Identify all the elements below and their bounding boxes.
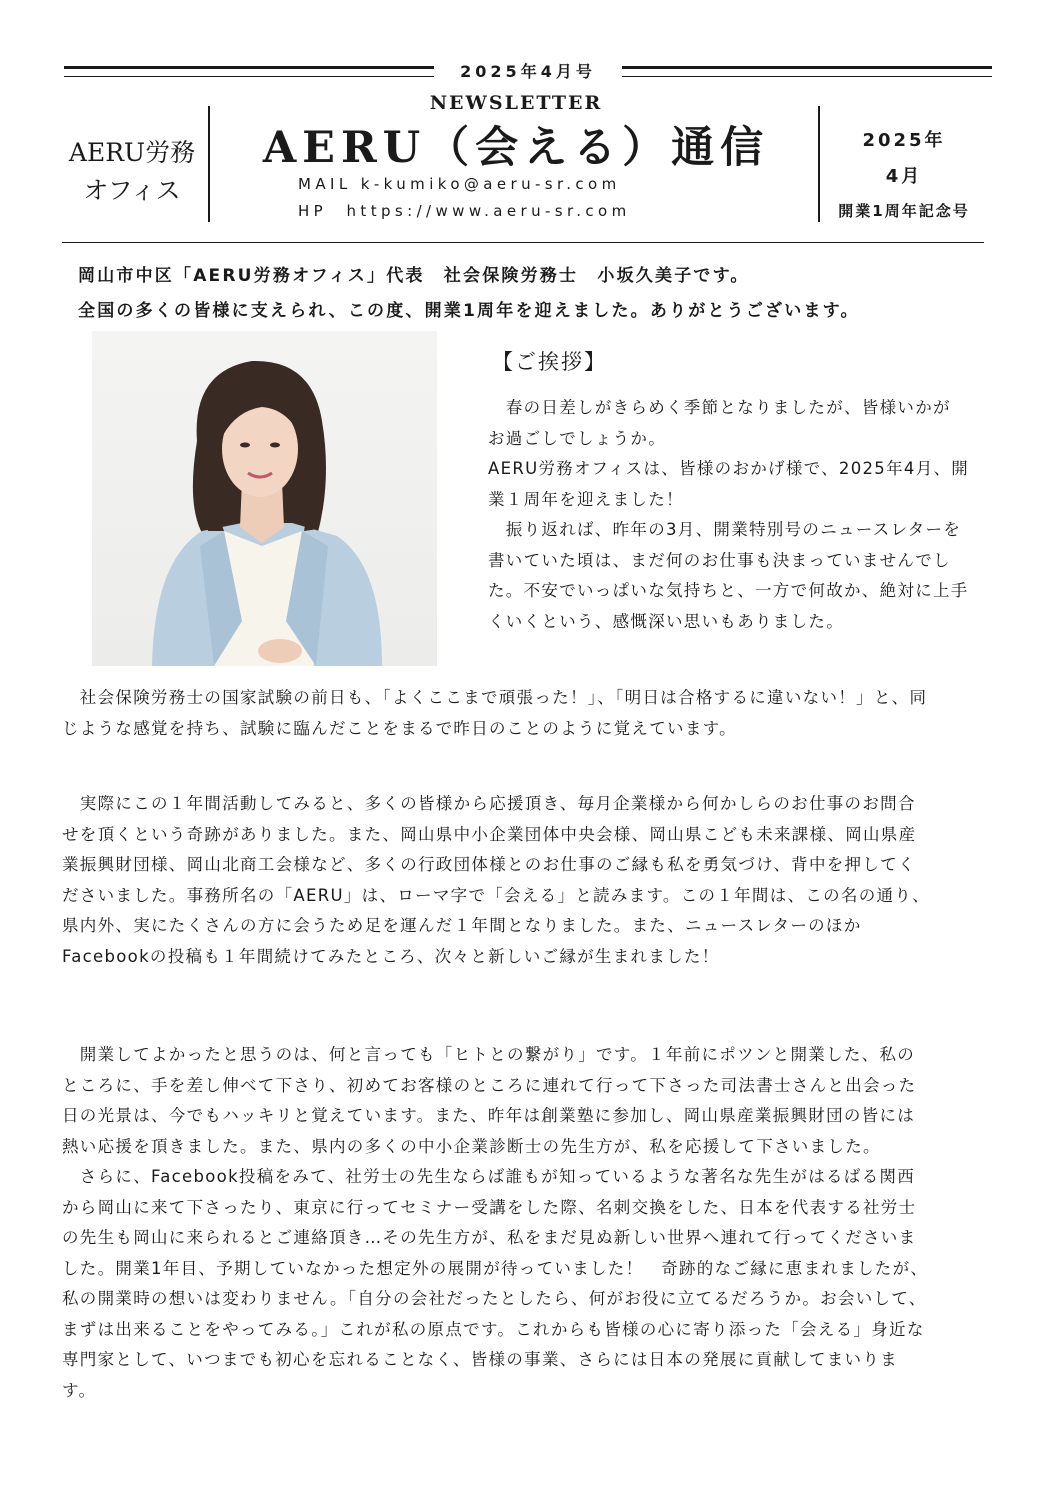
intro-line-1: 岡山市中区「AERU労務オフィス」代表 社会保険労務士 小坂久美子です。 — [78, 266, 750, 286]
office-name-line1: AERU労務 — [68, 138, 196, 167]
greeting-line: AERU労務オフィスは、皆様のおかげ様で、2025年4月、開 — [488, 459, 970, 478]
issue-rule — [64, 62, 992, 82]
office-name-line2: オフィス — [83, 176, 181, 205]
paragraph-line: ださいました。事務所名の「AERU」は、ローマ字で「会える」と読みます。この１年間は、この名の通り、 — [62, 885, 930, 905]
greeting-line: 春の日差しがきらめく季節となりましたが、皆様いかが — [488, 398, 951, 417]
paragraph-line: じような感覚を持ち、試験に臨んだことをまるで昨日のことのように覚えています。 — [62, 718, 737, 738]
contact-website[interactable]: HP https://www.aeru-sr.com — [298, 202, 631, 220]
paragraph-line: から岡山に来て下さったり、東京に行ってセミナー受講をした際、名刺交換をした、日本を代表する社労士 — [62, 1197, 917, 1217]
paragraph-first-year — [62, 789, 1037, 972]
rule-left — [64, 66, 434, 77]
portrait-illustration — [92, 331, 437, 666]
newsletter-title: AERU（会える）通信 — [262, 123, 770, 173]
issue-label: 2025年4月号 — [460, 62, 596, 81]
paragraph-line: 業振興財団様、岡山北商工会様など、多くの行政団体様とのお仕事のご縁も私を勇気づけ、背中を押してく — [62, 855, 916, 874]
paragraph-line: 社会保険労務士の国家試験の前日も、「よくここまで頑張った！」、「明日は合格するに違いない！」と、同 — [62, 688, 928, 707]
portrait-photo — [92, 331, 437, 666]
paragraph-line: 日の光景は、今でもハッキリと覚えています。また、昨年は創業塾に参加し、岡山県産業振興財団の皆には — [62, 1106, 916, 1125]
paragraph-line: す。 — [62, 1380, 97, 1400]
paragraph-exam-memory — [62, 683, 1037, 744]
header-divider-right — [818, 106, 820, 222]
paragraph-line: 開業してよかったと思うのは、何と言っても「ヒトとの繋がり」です。１年前にポツンと開業した、私の — [62, 1045, 916, 1064]
paragraph-line: 私の開業時の想いは変わりません。「自分の会社だったとしたら、何がお役に立てるだろうか。お会いして、 — [62, 1289, 927, 1308]
date-year: 2025年 — [862, 130, 946, 151]
paragraph-line: ところに、手を差し伸べて下さり、初めてお客様のところに連れて行って下さった司法書士さんと出会った — [62, 1075, 917, 1095]
anniversary-label: 開業1周年記念号 — [838, 202, 970, 220]
paragraph-connections — [62, 1040, 1037, 1406]
greeting-heading: 【ご挨拶】 — [492, 350, 607, 374]
greeting-line: 業１周年を迎えました！ — [488, 489, 684, 509]
greeting-line: 書いていた頃は、まだ何のお仕事も決まっていませんでし — [488, 550, 951, 570]
office-name — [58, 134, 206, 210]
intro-line-2: 全国の多くの皆様に支えられ、この度、開業1周年を迎えました。ありがとうございます。 — [78, 301, 860, 321]
rule-right — [622, 66, 992, 77]
paragraph-line: まずは出来ることをやってみる。」これが私の原点です。これからも皆様の心に寄り添った「会える」身近な — [62, 1319, 925, 1339]
greeting-text — [488, 393, 1028, 637]
greeting-line: お過ごしでしょうか。 — [488, 428, 666, 448]
header-bottom-rule — [62, 242, 984, 243]
newsletter-label: NEWSLETTER — [429, 92, 603, 114]
paragraph-line: した。開業1年目、予期していなかった想定外の展開が待っていました！ 奇跡的なご縁に恵まれましたが、 — [62, 1258, 929, 1278]
paragraph-line: 県内外、実にたくさんの方に会うため足を運んだ１年間となりました。また、ニュースレターのほか — [62, 916, 862, 935]
paragraph-line: 熱い応援を頂きました。また、県内の多くの中小企業診断士の先生方が、私を応援して下さいました。 — [62, 1136, 881, 1156]
greeting-line: た。不安でいっぱいな気持ちと、一方で何故か、絶対に上手 — [488, 581, 969, 600]
date-month: 4月 — [885, 166, 923, 187]
greeting-line: くいくという、感慨深い思いもありました。 — [488, 611, 844, 631]
contact-mail[interactable]: MAIL k-kumiko@aeru-sr.com — [298, 175, 621, 193]
paragraph-line: せを頂くという奇跡がありました。また、岡山県中小企業団体中央会様、岡山県こども未来課様、岡山県産 — [62, 824, 917, 844]
paragraph-line: Facebookの投稿も１年間続けてみたところ、次々と新しいご縁が生まれました！ — [62, 946, 720, 966]
paragraph-line: 実際にこの１年間活動してみると、多くの皆様から応援頂き、毎月企業様から何かしらのお仕事のお問合 — [62, 794, 916, 813]
header-divider-left — [208, 106, 210, 222]
paragraph-line: さらに、Facebook投稿をみて、社労士の先生ならば誰もが知っているような著名な先生がはるばる関西 — [62, 1167, 915, 1186]
paragraph-line: の先生も岡山に来られるとご連絡頂き…その先生方が、私をまだ見ぬ新しい世界へ連れて行ってくださいま — [62, 1228, 917, 1247]
greeting-line: 振り返れば、昨年の3月、開業特別号のニュースレターを — [488, 520, 962, 539]
paragraph-line: 専門家として、いつまでも初心を忘れることなく、皆様の事業、さらには日本の発展に貢献してまいりま — [62, 1350, 898, 1369]
